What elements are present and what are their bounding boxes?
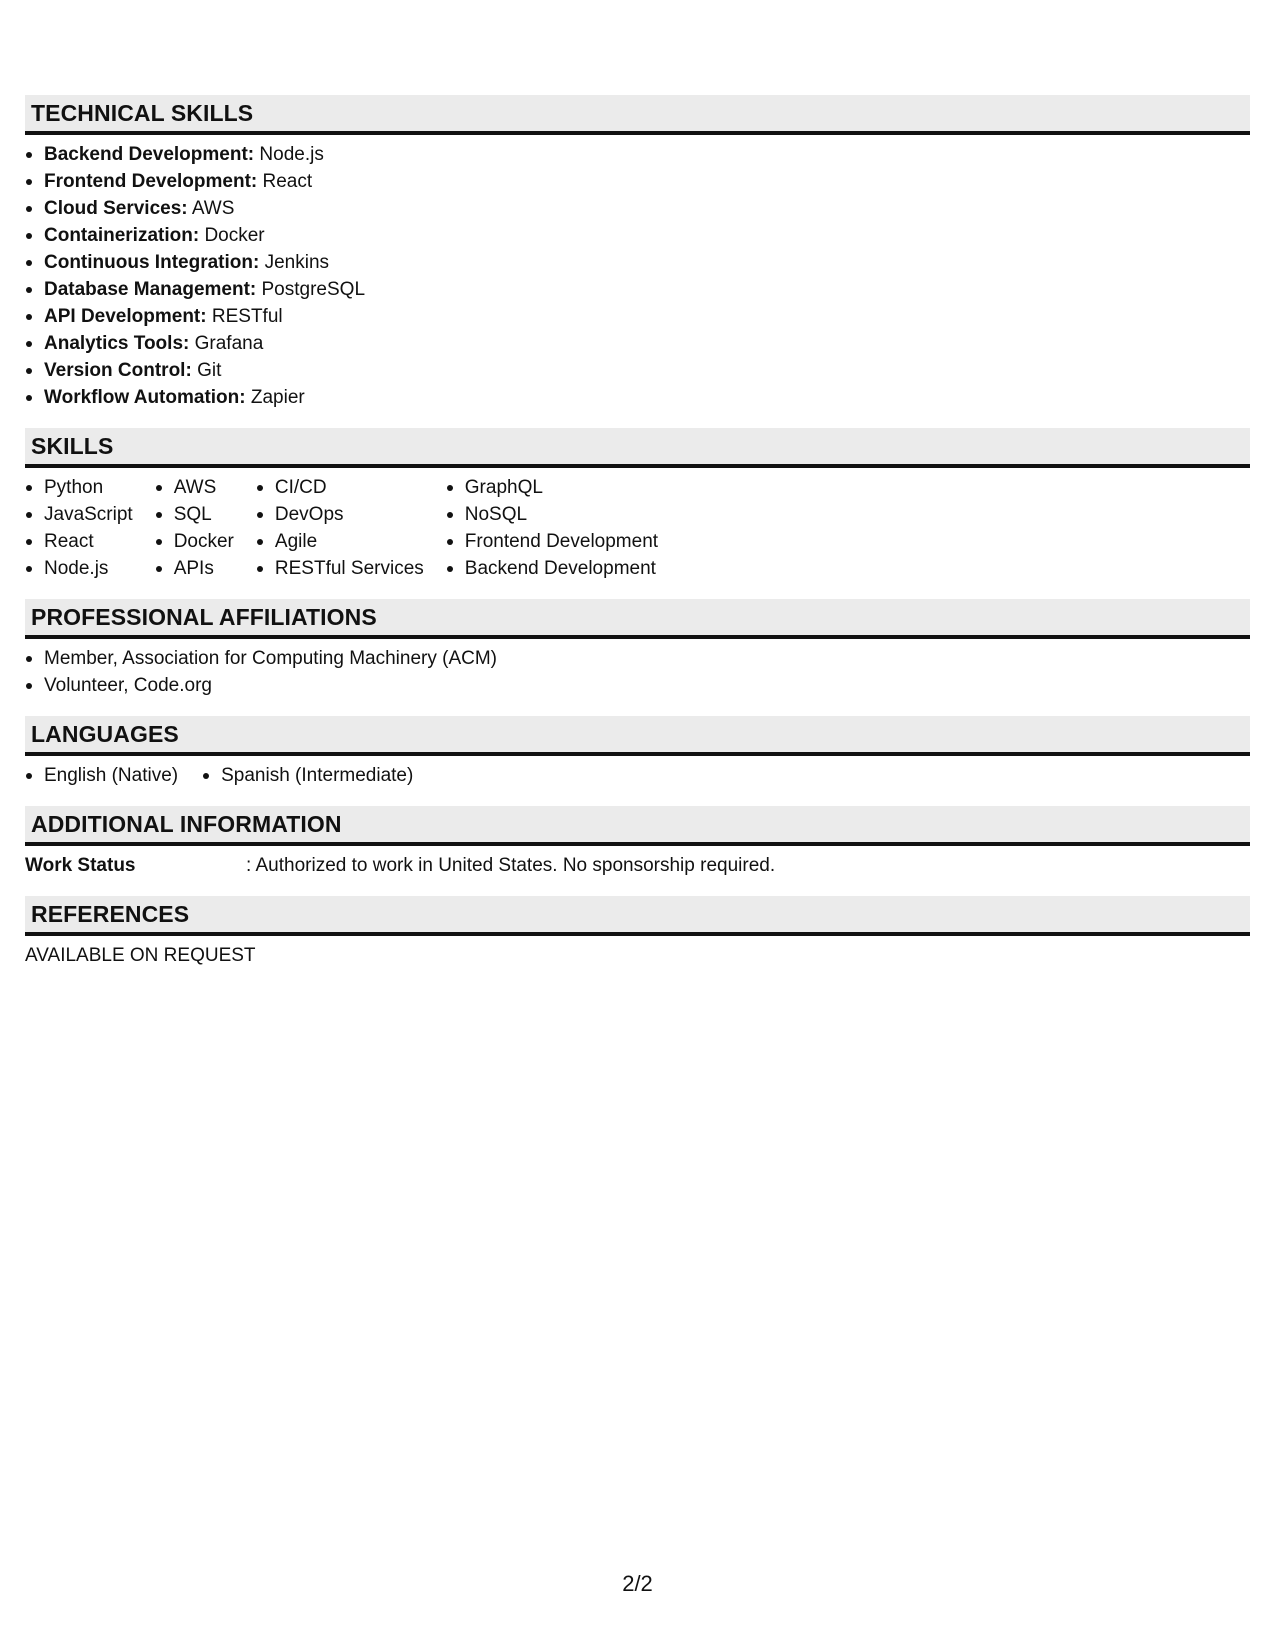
affiliations-list bbox=[25, 645, 1250, 699]
skill-value: React bbox=[257, 171, 313, 192]
section-heading: ADDITIONAL INFORMATION bbox=[25, 806, 1250, 846]
list-item: NoSQL bbox=[446, 501, 658, 528]
skill-value: PostgreSQL bbox=[256, 279, 366, 300]
list-item: Node.js bbox=[25, 555, 133, 582]
list-item bbox=[25, 330, 1250, 357]
references-text: AVAILABLE ON REQUEST bbox=[25, 945, 256, 966]
skill-category: Analytics Tools: bbox=[44, 333, 190, 354]
list-item bbox=[25, 222, 1250, 249]
skill-value: Grafana bbox=[189, 333, 264, 354]
skills-column bbox=[25, 474, 133, 582]
work-status-row bbox=[25, 852, 1250, 879]
list-item: DevOps bbox=[256, 501, 424, 528]
list-item: Spanish (Intermediate) bbox=[202, 762, 413, 789]
skill-category: Version Control: bbox=[44, 360, 192, 381]
list-item: Python bbox=[25, 474, 133, 501]
list-item: AWS bbox=[155, 474, 234, 501]
skill-value: Docker bbox=[199, 225, 265, 246]
languages-list bbox=[25, 762, 437, 789]
skill-category: Workflow Automation: bbox=[44, 387, 246, 408]
list-item: APIs bbox=[155, 555, 234, 582]
references-section bbox=[25, 896, 1250, 969]
list-item: Member, Association for Computing Machinery (ACM) bbox=[25, 645, 1250, 672]
skills-grid bbox=[25, 474, 1250, 582]
skill-category: Backend Development: bbox=[44, 144, 255, 165]
skill-value: Git bbox=[191, 360, 222, 381]
list-item bbox=[25, 357, 1250, 384]
list-item: Docker bbox=[155, 528, 234, 555]
skill-value: Node.js bbox=[254, 144, 324, 165]
skill-value: RESTful bbox=[206, 306, 283, 327]
work-status-value: : Authorized to work in United States. No sponsorship required. bbox=[246, 855, 776, 876]
list-item: React bbox=[25, 528, 133, 555]
list-item: GraphQL bbox=[446, 474, 658, 501]
skill-value: Jenkins bbox=[259, 252, 330, 273]
section-heading: PROFESSIONAL AFFILIATIONS bbox=[25, 599, 1250, 639]
section-heading: LANGUAGES bbox=[25, 716, 1250, 756]
skill-category: Continuous Integration: bbox=[44, 252, 260, 273]
list-item: Backend Development bbox=[446, 555, 658, 582]
list-item: Agile bbox=[256, 528, 424, 555]
list-item bbox=[25, 276, 1250, 303]
list-item: SQL bbox=[155, 501, 234, 528]
list-item bbox=[25, 141, 1250, 168]
skill-category: API Development: bbox=[44, 306, 207, 327]
skills-section bbox=[25, 428, 1250, 582]
section-heading: SKILLS bbox=[25, 428, 1250, 468]
list-item: Volunteer, Code.org bbox=[25, 672, 1250, 699]
skill-category: Containerization: bbox=[44, 225, 200, 246]
resume-page bbox=[25, 95, 1250, 986]
list-item: RESTful Services bbox=[256, 555, 424, 582]
list-item bbox=[25, 384, 1250, 411]
skill-value: Zapier bbox=[245, 387, 305, 408]
section-heading: TECHNICAL SKILLS bbox=[25, 95, 1250, 135]
list-item: CI/CD bbox=[256, 474, 424, 501]
work-status-label: Work Status bbox=[25, 855, 136, 876]
languages-section bbox=[25, 716, 1250, 789]
list-item: JavaScript bbox=[25, 501, 133, 528]
list-item bbox=[25, 249, 1250, 276]
technical-skills-section bbox=[25, 95, 1250, 411]
skill-category: Cloud Services: bbox=[44, 198, 188, 219]
page-number: 2/2 bbox=[622, 1571, 653, 1596]
skills-column bbox=[446, 474, 658, 582]
list-item: Frontend Development bbox=[446, 528, 658, 555]
section-heading: REFERENCES bbox=[25, 896, 1250, 936]
skills-column bbox=[256, 474, 424, 582]
skill-category: Frontend Development: bbox=[44, 171, 258, 192]
skills-column bbox=[155, 474, 234, 582]
list-item bbox=[25, 195, 1250, 222]
additional-info-section bbox=[25, 806, 1250, 879]
skill-category: Database Management: bbox=[44, 279, 257, 300]
technical-skills-list bbox=[25, 141, 1250, 411]
skill-value: AWS bbox=[187, 198, 235, 219]
affiliations-section bbox=[25, 599, 1250, 699]
list-item: English (Native) bbox=[25, 762, 178, 789]
languages-row bbox=[25, 762, 1250, 789]
list-item bbox=[25, 168, 1250, 195]
list-item bbox=[25, 303, 1250, 330]
